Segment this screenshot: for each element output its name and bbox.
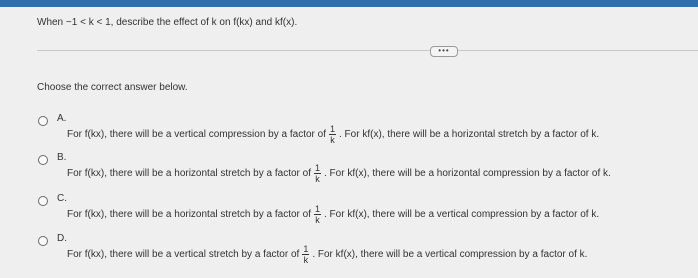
answer-option-c[interactable] [38,193,688,233]
fraction-numerator: 1 [329,124,335,134]
option-text-after: . For kf(x), there will be a horizontal stretch by a factor of k. [339,129,600,141]
question-text: When −1 < k < 1, describe the effect of k on f(kx) and kf(x). [37,17,298,28]
answer-option-b[interactable] [38,152,688,192]
instruction-text: Choose the correct answer below. [37,82,188,93]
option-letter: B. [57,152,67,163]
expand-more-button[interactable]: ••• [430,46,458,57]
option-text-after: . For kf(x), there will be a vertical compression by a factor of k. [312,249,588,261]
option-text-before: For f(kx), there will be a vertical stretch by a factor of [67,249,300,261]
fraction-one-over-k [329,124,336,145]
option-letter: A. [57,113,67,124]
fraction-numerator: 1 [303,244,309,254]
fraction-one-over-k [314,204,321,225]
option-text [67,124,599,145]
option-letter: C. [57,193,67,204]
option-text [67,244,587,265]
fraction-denominator: k [303,255,309,265]
fraction-denominator: k [330,135,335,145]
answer-option-a[interactable] [38,113,688,153]
divider [37,50,698,51]
option-text-before: For f(kx), there will be a horizontal stretch by a factor of [67,209,311,221]
top-bar [0,0,698,7]
radio-button-d[interactable] [38,236,48,246]
answer-option-d[interactable] [38,233,688,273]
radio-button-b[interactable] [38,155,48,165]
option-letter: D. [57,233,67,244]
option-text-after: . For kf(x), there will be a horizontal compression by a factor of k. [324,168,611,180]
option-text [67,163,611,184]
radio-button-a[interactable] [38,116,48,126]
option-text-before: For f(kx), there will be a vertical compression by a factor of [67,129,326,141]
option-text-before: For f(kx), there will be a horizontal stretch by a factor of [67,168,311,180]
radio-button-c[interactable] [38,196,48,206]
fraction-numerator: 1 [314,204,320,214]
fraction-denominator: k [315,215,320,225]
fraction-one-over-k [302,244,309,265]
option-text [67,204,599,225]
fraction-numerator: 1 [314,163,320,173]
fraction-one-over-k [314,163,321,184]
fraction-denominator: k [315,174,320,184]
option-text-after: . For kf(x), there will be a vertical compression by a factor of k. [324,209,600,221]
